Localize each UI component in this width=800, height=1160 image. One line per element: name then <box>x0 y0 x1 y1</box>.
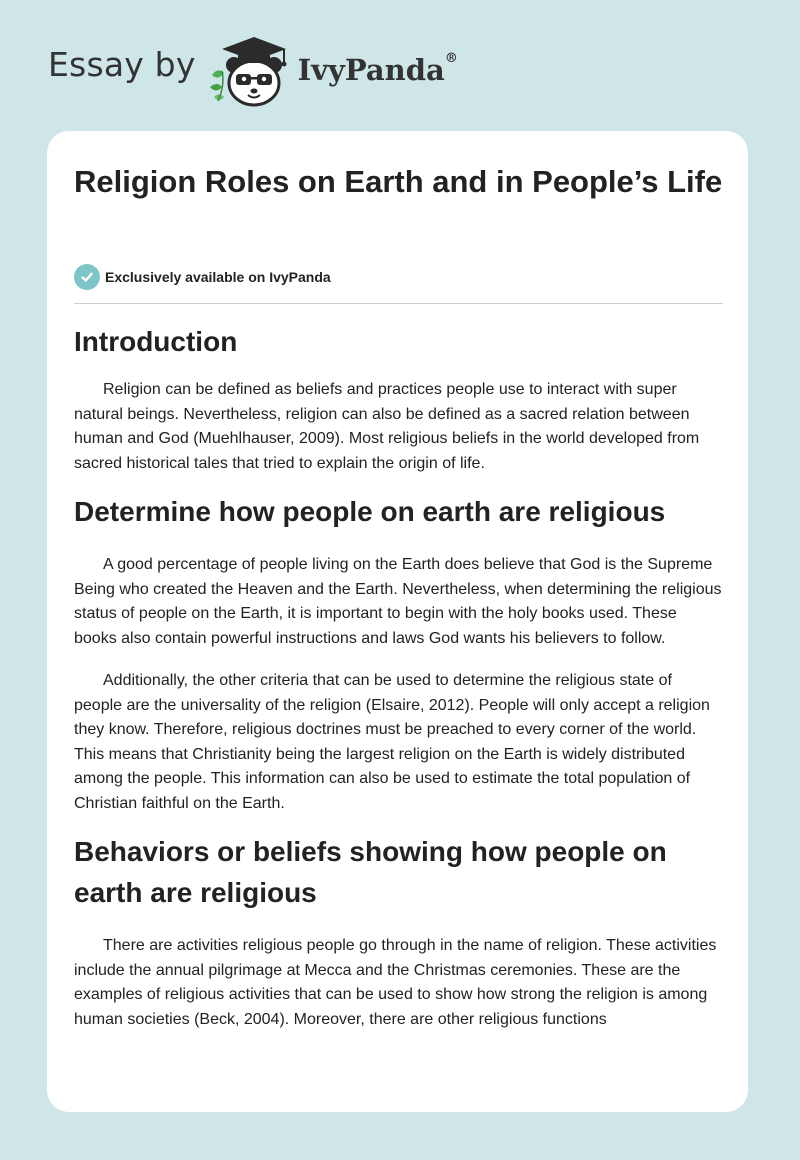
panda-logo-icon <box>204 31 296 109</box>
paragraph: Additionally, the other criteria that can be used to determine the religious state of people are the universality of the religion (Elsaire, 2012). People will only accept a religion they know. Therefore, religious doctrines must be preached to every corner of the world. This means that Christianity being the largest religion on the Earth is widely distributed among the people. This information can also be used to estimate the total population of Christian faithful on the Earth. <box>74 672 710 812</box>
paragraph: A good percentage of people living on the Earth does believe that God is the Supreme Being who created the Heaven and the Earth. Nevertheless, when determining the religious status of people on the Earth, it is important to begin with the holy books used. These books also contain powerful instructions and laws God wants his believers to follow. <box>74 556 722 647</box>
essay-title: Religion Roles on Earth and in People’s Life <box>74 164 723 199</box>
paragraph: There are activities religious people go through in the name of religion. These activities include the annual pilgrimage at Mecca and the Christmas ceremonies. These are the examples of religious activities that can be used to show how strong the religion is among human societies (Beck, 2004). Moreover, there are other religious functions <box>74 937 717 1028</box>
essay-by-label: Essay by <box>48 44 196 84</box>
paragraph: Religion can be defined as beliefs and practices people use to interact with super natural beings. Nevertheless, religion can also be defined as a sacred relation between human and God (Muehlhauser, 2009). Most religious beliefs in the world developed from sacred historical tales that tried to explain the origin of life. <box>74 381 700 472</box>
site-header <box>48 30 548 110</box>
divider <box>74 303 723 304</box>
badge-label: Exclusively available on IvyPanda <box>105 269 331 285</box>
essay-card <box>47 131 748 1112</box>
section-heading: Behaviors or beliefs showing how people on earth are religious <box>74 836 667 908</box>
essay-body <box>74 321 722 1032</box>
checkmark-icon <box>74 264 100 290</box>
section-heading: Introduction <box>74 326 238 357</box>
brand-name: IvyPanda® <box>297 51 458 87</box>
section-heading: Determine how people on earth are religious <box>74 496 666 527</box>
trademark-symbol: ® <box>444 51 458 66</box>
exclusive-badge <box>74 264 331 290</box>
